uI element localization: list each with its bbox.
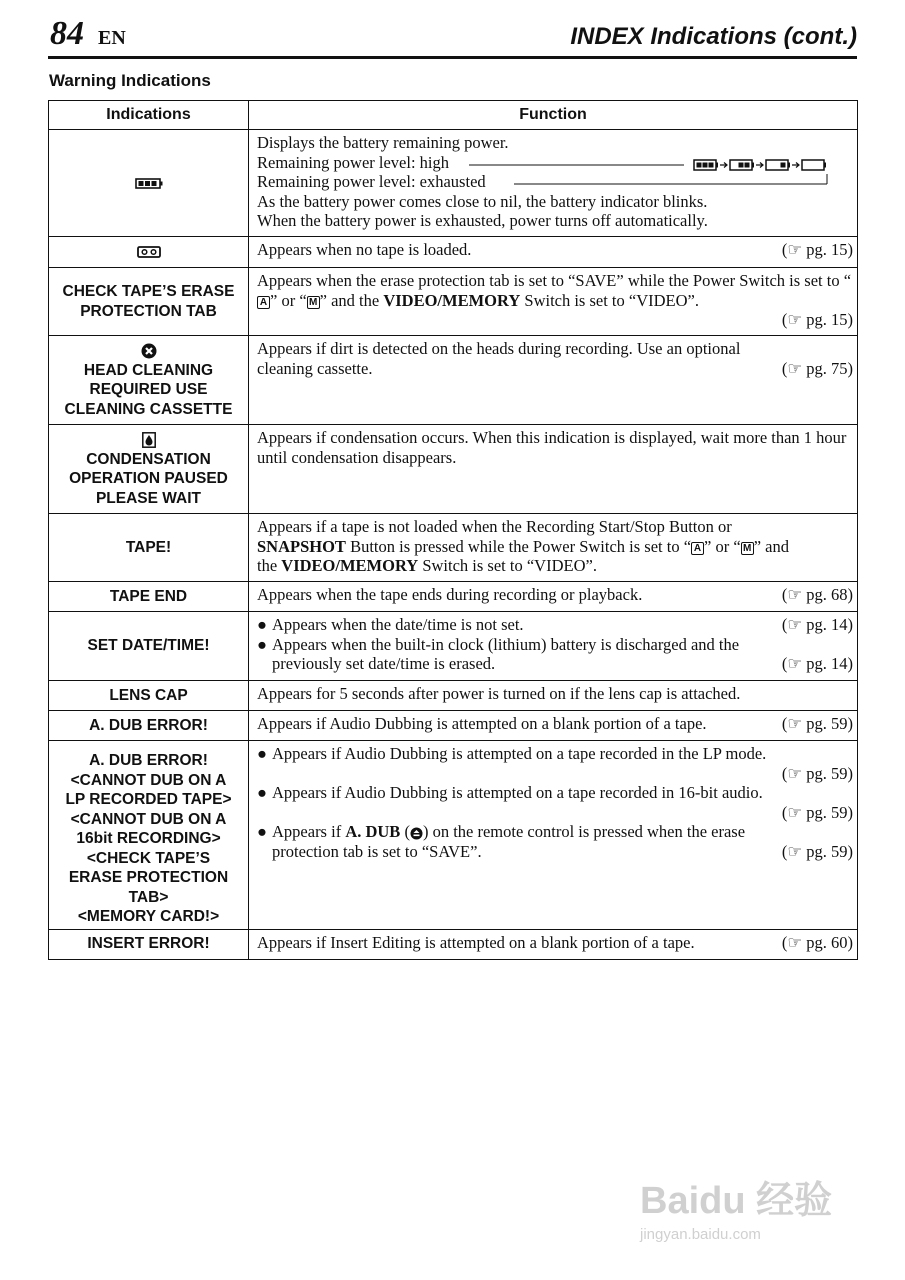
section-title: Warning Indications (49, 71, 211, 90)
pointing-hand-icon: ☞ (787, 654, 803, 673)
cassette-icon-cell (49, 237, 249, 268)
page-ref: pg. 60 (806, 932, 848, 952)
page-ref: pg. 59 (806, 802, 848, 822)
table-row (49, 237, 858, 268)
cassette-icon (137, 246, 161, 258)
eject-button-icon (410, 827, 423, 840)
pointing-hand-icon: ☞ (787, 802, 803, 822)
page-ref: pg. 68 (806, 585, 848, 604)
language-code: EN (98, 27, 126, 49)
table-row (49, 681, 858, 711)
table-row (49, 130, 858, 237)
battery-level-diagram (469, 156, 849, 190)
erase-function (249, 268, 858, 336)
mode-a-icon: A (257, 296, 270, 309)
bullet-item: ● Appears when the built-in clock (lithium) battery is discharged and the previously set date/time is erased. (☞ pg. 14) (257, 634, 853, 673)
pointing-hand-icon: ☞ (787, 358, 803, 378)
battery-full-icon (135, 178, 163, 189)
bullet-item: ● Appears if Audio Dubbing is attempted on a tape recorded in the LP mode. (☞ pg. 59) (257, 744, 853, 783)
indication-line: <MEMORY CARD!> (77, 908, 220, 925)
page-ref: pg. 59 (806, 714, 848, 733)
bullet-icon: ● (257, 744, 267, 763)
text-line: Appears when the tape ends during recording or playback. (257, 585, 643, 604)
indication-line: A. DUB ERROR! (89, 752, 208, 769)
page-ref: pg. 15 (806, 310, 848, 329)
text-line: Appears if Audio Dubbing is attempted on a tape recorded in 16-bit audio. (272, 783, 763, 802)
text-line: Appears if Audio Dubbing is attempted on a tape recorded in the LP mode. (272, 744, 767, 763)
text-line: Appears when the date/time is not set. (272, 615, 524, 634)
tapeend-function: Appears when the tape ends during recording or playback. (☞ pg. 68) (249, 582, 858, 612)
text-line: cleaning cassette. (257, 358, 373, 378)
text-line: previously set date/time is erased. (272, 654, 496, 673)
text-span: ” or “ (270, 290, 307, 310)
condensation-indication (49, 425, 249, 514)
text-line: When the battery power is exhausted, power turns off automatically. (257, 211, 708, 230)
notape-function: Appears when no tape is loaded. (☞ pg. 15) (249, 237, 858, 268)
bullet-item: ● Appears if A. DUB ( ) on the remote control is pressed when the erase protection tab is set to “SAVE”. (☞ pg. 59) (257, 822, 853, 861)
pointing-hand-icon: ☞ (787, 714, 803, 733)
text-line: Appears when the built-in clock (lithium) battery is discharged and the (272, 634, 740, 654)
text-span: Appears when the erase protection tab is set to “SAVE” while the Power Switch is set to “ (257, 271, 852, 290)
water-drop-icon (142, 432, 156, 448)
text-line: Appears if a tape is not loaded when the Recording Start/Stop Button or (257, 517, 732, 536)
pointing-hand-icon: ☞ (787, 932, 803, 952)
battery-icon-cell (49, 130, 249, 237)
table-row (49, 741, 858, 930)
mode-a-icon: A (691, 542, 704, 555)
indication-label: A. DUB ERROR! (49, 711, 249, 741)
page-ref: pg. 15 (806, 240, 848, 259)
indication-line: ERASE PROTECTION (68, 869, 229, 886)
page-ref: pg. 59 (806, 763, 848, 783)
text-line (257, 537, 853, 557)
text-line: Appears if dirt is detected on the heads during recording. Use an optional (257, 339, 741, 358)
indication-label: SET DATE/TIME! (49, 612, 249, 681)
bold-text: VIDEO/MEMORY (383, 290, 521, 310)
bold-text: A. DUB (345, 822, 401, 841)
indication-line: HEAD CLEANING (83, 361, 214, 379)
page-ref: pg. 75 (806, 358, 848, 378)
text-span: Button is pressed while the Power Switch is set to “ (345, 536, 692, 556)
indication-label: TAPE END (49, 582, 249, 612)
bold-text: VIDEO/MEMORY (281, 556, 419, 575)
adub2-function (249, 741, 858, 930)
table-row (49, 425, 858, 514)
head-function: Appears if dirt is detected on the heads during recording. Use an optional cleaning cassette. (☞ pg. 75) (249, 336, 858, 425)
page-ref: pg. 14 (806, 615, 848, 634)
text-line: Remaining power level: exhausted (257, 172, 486, 191)
table-row (49, 514, 858, 582)
indication-line: LP RECORDED TAPE> (65, 791, 232, 808)
text-span: ” and (753, 536, 789, 556)
bullet-icon: ● (257, 615, 267, 634)
text-line: Appears if Insert Editing is attempted on a blank portion of a tape. (257, 932, 695, 952)
col-function: Function (249, 101, 858, 130)
text-span: ” and the (319, 290, 384, 310)
text-line: Remaining power level: high (257, 152, 449, 172)
table-row (49, 929, 858, 959)
bullet-item: ● Appears if Audio Dubbing is attempted on a tape recorded in 16-bit audio. (☞ pg. 59) (257, 783, 853, 822)
lenscap-function: Appears for 5 seconds after power is turned on if the lens cap is attached. (249, 681, 858, 711)
text-span: Switch is set to “VIDEO”. (520, 290, 699, 310)
header-title: INDEX Indications (cont.) (570, 23, 857, 50)
text-line: Appears when no tape is loaded. (257, 240, 472, 259)
bold-text: SNAPSHOT (257, 536, 346, 556)
table-row (49, 612, 858, 681)
text-span: ” or “ (704, 536, 741, 556)
text-span: Switch is set to “VIDEO”. (418, 556, 597, 575)
indication-line: REQUIRED USE (89, 381, 208, 398)
table-row (49, 582, 858, 612)
watermark (640, 1180, 832, 1244)
indication-line: CLEANING CASSETTE (64, 400, 233, 418)
text-line (257, 271, 853, 310)
head-cleaning-indication (49, 336, 249, 425)
setdate-function (249, 612, 858, 681)
text-line: As the battery power comes close to nil, the battery indicator blinks. (257, 191, 708, 211)
bullet-icon: ● (257, 634, 267, 654)
pointing-hand-icon: ☞ (787, 763, 803, 783)
bullet-icon: ● (257, 783, 267, 802)
error-x-icon (141, 343, 157, 359)
text-line: (☞ pg. 15) (781, 310, 853, 329)
indication-line: TAB> (128, 888, 169, 906)
indication-label: CHECK TAPE’S ERASE PROTECTION TAB (49, 268, 249, 336)
indication-line: OPERATION PAUSED (69, 470, 228, 487)
text-line: Appears if Audio Dubbing is attempted on a blank portion of a tape. (257, 714, 707, 733)
header-rule (48, 56, 857, 59)
insert-function: Appears if Insert Editing is attempted on a blank portion of a tape. (☞ pg. 60) (249, 929, 858, 959)
battery-stage-icons (694, 160, 826, 170)
table-row (49, 336, 858, 425)
bullet-item: ● Appears when the date/time is not set. (☞ pg. 14) (257, 615, 853, 634)
table-header-row (49, 101, 858, 130)
pointing-hand-icon: ☞ (787, 240, 803, 259)
pointing-hand-icon: ☞ (787, 615, 803, 634)
indication-line: <CHECK TAPE’S (86, 849, 211, 867)
battery-function (249, 130, 858, 237)
bullet-icon: ● (257, 822, 267, 841)
indication-line: CONDENSATION (86, 450, 211, 468)
watermark-url: jingyan.baidu.com (640, 1226, 761, 1243)
table-row (49, 711, 858, 741)
pointing-hand-icon: ☞ (787, 841, 803, 861)
text-line (257, 556, 853, 576)
page-number: 84 (50, 15, 84, 52)
pointing-hand-icon: ☞ (787, 310, 803, 329)
col-indications: Indications (49, 101, 249, 130)
indication-label: INSERT ERROR! (49, 929, 249, 959)
indication-label: TAPE! (49, 514, 249, 582)
text-span: the (257, 556, 282, 575)
mode-m-icon: M (741, 542, 754, 555)
mode-m-icon: M (307, 296, 320, 309)
condensation-function: Appears if condensation occurs. When this indication is displayed, wait more than 1 hour until condensation disappears. (249, 425, 858, 514)
text-span: ) on the remote control is pressed when the erase (422, 822, 746, 841)
text-span: Appears if (272, 822, 346, 841)
pointing-hand-icon: ☞ (787, 585, 803, 604)
text-span: ( (400, 822, 410, 841)
adub1-function: Appears if Audio Dubbing is attempted on a blank portion of a tape. (☞ pg. 59) (249, 711, 858, 741)
text-line: protection tab is set to “SAVE”. (272, 841, 482, 861)
page-header (0, 0, 905, 60)
page-ref: pg. 14 (806, 654, 848, 673)
indication-label: LENS CAP (49, 681, 249, 711)
indication-line: <CANNOT DUB ON A (70, 771, 227, 789)
indication-line: <CANNOT DUB ON A (70, 810, 227, 828)
indication-line: 16bit RECORDING> (76, 830, 221, 847)
text-line (272, 822, 853, 842)
table-row (49, 268, 858, 336)
adub2-indication (49, 741, 249, 930)
indication-line: PLEASE WAIT (95, 489, 202, 507)
tape-function (249, 514, 858, 582)
text-line: Displays the battery remaining power. (257, 133, 509, 152)
page-ref: pg. 59 (806, 841, 848, 861)
warning-table (48, 100, 858, 960)
watermark-brand: Baidu 经验 (640, 1180, 833, 1222)
